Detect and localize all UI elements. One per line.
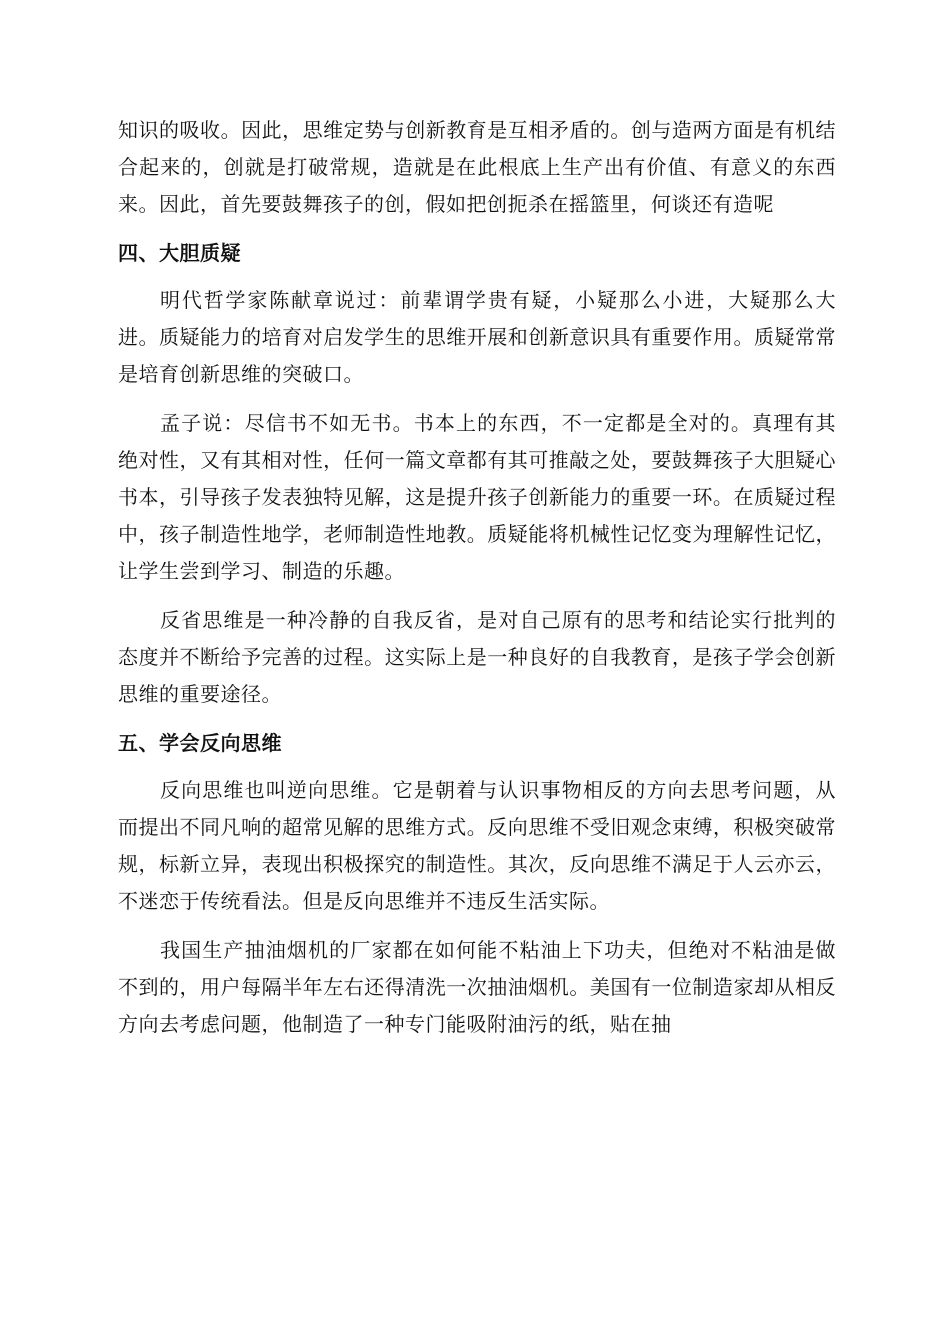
- paragraph-reflective-thinking: 反省思维是一种冷静的自我反省，是对自己原有的思考和结论实行批判的态度并不断给予完善的过程。这实际上是一种良好的自我教育，是孩子学会创新思维的重要途径。: [118, 608, 836, 706]
- document-body: [118, 112, 836, 1055]
- paragraph-mencius: 孟子说：尽信书不如无书。书本上的东西，不一定都是全对的。真理有其绝对性，又有其相对性，任何一篇文章都有其可推敲之处，要鼓舞孩子大胆疑心书本，引导孩子发表独特见解，这是提升孩子创新能力的重要一环。在质疑过程中，孩子制造性地学，老师制造性地教。质疑能将机械性记忆变为理解性记忆，让学生尝到学习、制造的乐趣。: [118, 411, 836, 583]
- paragraph-reverse-thinking-definition: 反向思维也叫逆向思维。它是朝着与认识事物相反的方向去思考问题，从而提出不同凡响的超常见解的思维方式。反向思维不受旧观念束缚，积极突破常规，标新立异，表现出积极探究的制造性。其次，反向思维不满足于人云亦云，不迷恋于传统看法。但是反向思维并不违反生活实际。: [118, 778, 836, 913]
- paragraph-chen-xianzhang: 明代哲学家陈献章说过：前辈谓学贵有疑，小疑那么小进，大疑那么大进。质疑能力的培育对启发学生的思维开展和创新意识具有重要作用。质疑常常是培育创新思维的突破口。: [118, 288, 836, 386]
- paragraph-continued: 知识的吸收。因此，思维定势与创新教育是互相矛盾的。创与造两方面是有机结合起来的，创就是打破常规，造就是在此根底上生产出有价值、有意义的东西来。因此，首先要鼓舞孩子的创，假如把创扼杀在摇篮里，何谈还有造呢: [118, 118, 836, 216]
- section-heading-reverse-thinking: 五、学会反向思维: [118, 731, 282, 755]
- paragraph-range-hood-example: 我国生产抽油烟机的厂家都在如何能不粘油上下功夫，但绝对不粘油是做不到的，用户每隔半年左右还得清洗一次抽油烟机。美国有一位制造家却从相反方向去考虑问题，他制造了一种专门能吸附油污的纸，贴在抽: [118, 938, 836, 1036]
- section-heading-bold-doubt: 四、大胆质疑: [118, 241, 241, 265]
